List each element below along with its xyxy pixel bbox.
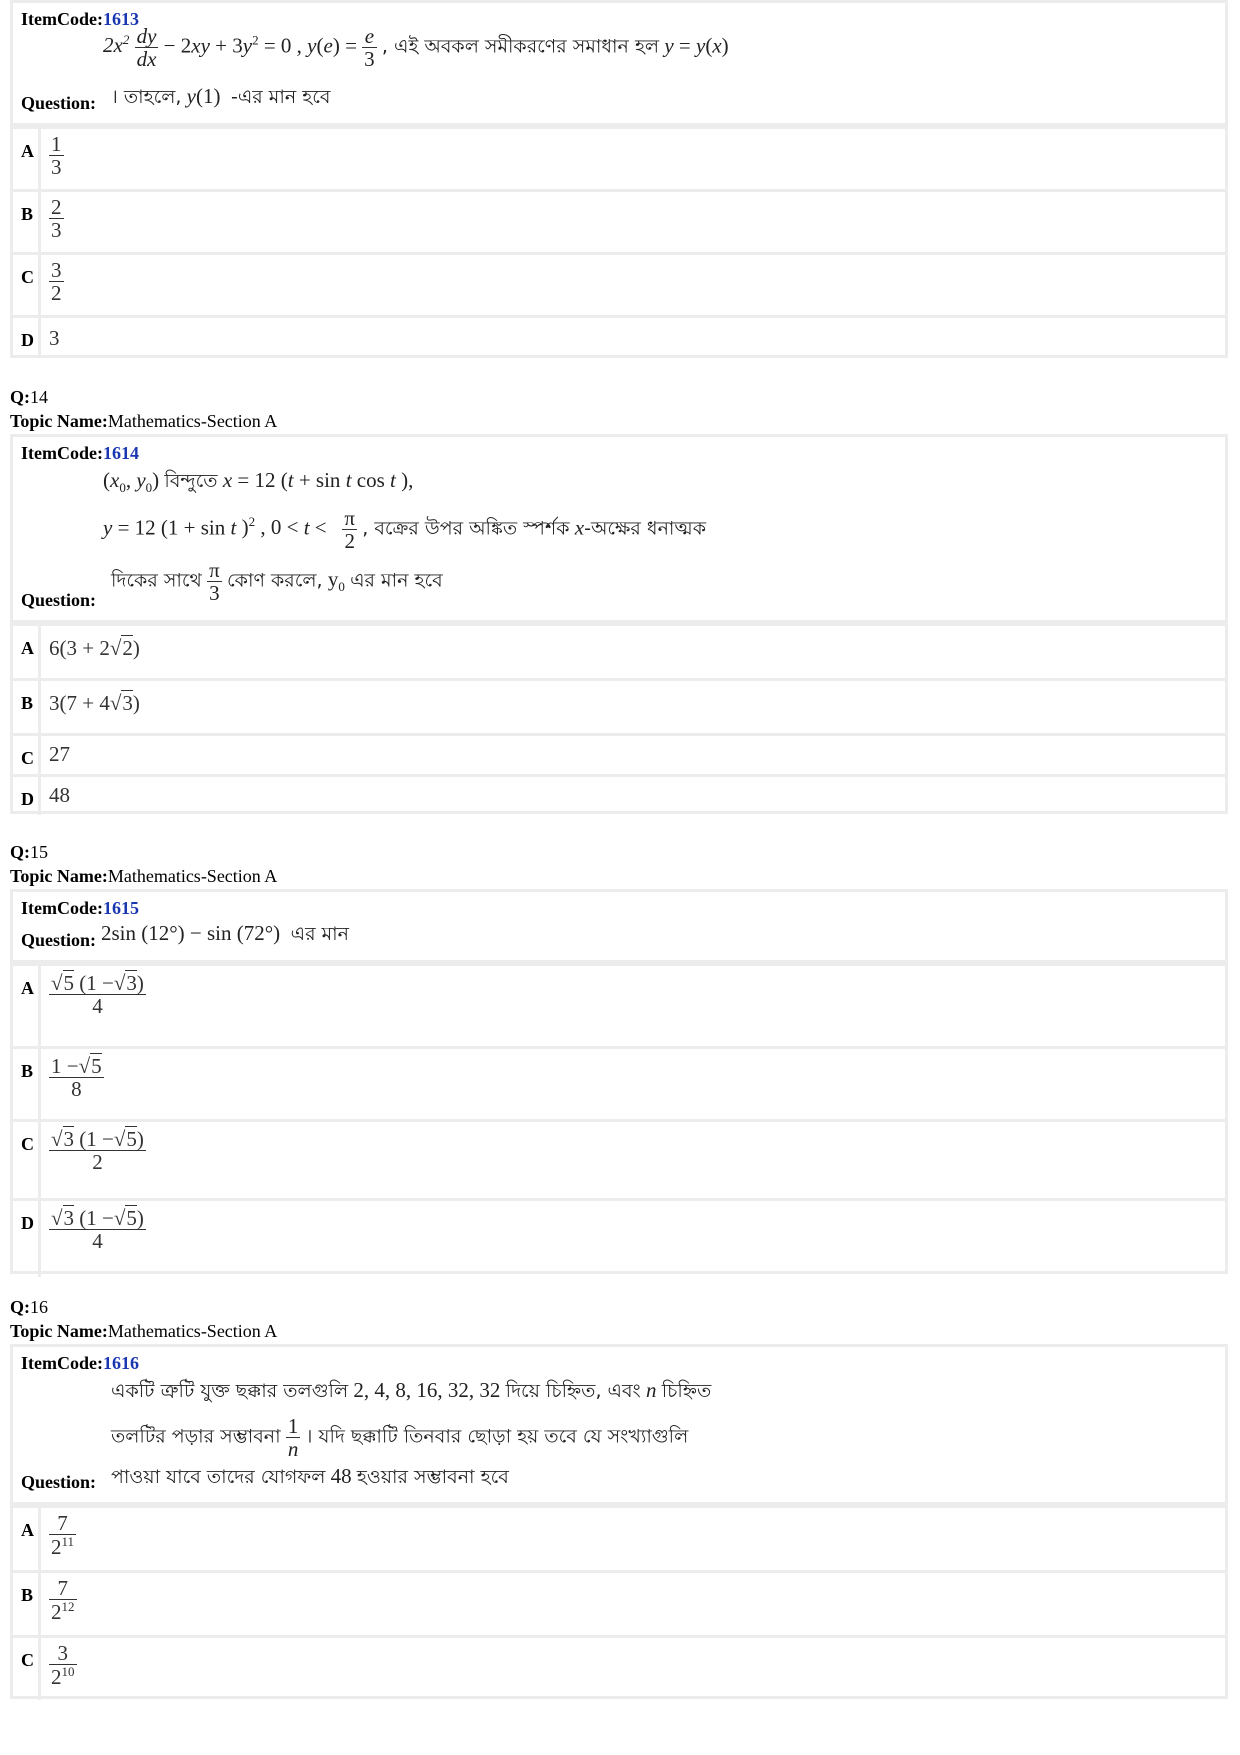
option-a[interactable]: A 6(3 + 2√2) [13, 623, 1225, 678]
item-code: ItemCode:1614 [21, 443, 139, 463]
option-d[interactable]: D $\frac{√3 (1 -√5)}{4}$ [13, 1198, 1225, 1277]
option-c[interactable]: C $\frac{3}{2^{10}}$ [13, 1635, 1225, 1700]
question-label: Question: [21, 1472, 97, 1492]
question-cell [13, 437, 1225, 623]
option-d[interactable]: D 3 [13, 315, 1225, 358]
option-c[interactable]: C 27 [13, 733, 1225, 774]
option-c[interactable]: C $\frac{√3 (1 -√5)}{2}$ [13, 1119, 1225, 1198]
topic-name: Topic Name:Mathematics-Section A [10, 866, 278, 886]
question-line-1: একটি ত্রুটি যুক্ত ছক্কার তলগুলি 2, 4, 8, 16, 32, 32 দিয়ে চিহ্নিত, এবং n চিহ্নিত [111, 1378, 712, 1402]
topic-name: Topic Name:Mathematics-Section A [10, 1321, 278, 1341]
option-d[interactable]: D 48 [13, 774, 1225, 815]
item-code: ItemCode:1615 [21, 898, 139, 918]
question-number: Q:15 [10, 842, 48, 862]
option-b[interactable]: B $\frac{7}{2^{12}}$ [13, 1570, 1225, 1635]
option-a[interactable]: A $\frac{7}{2^{11}}$ [13, 1505, 1225, 1570]
question-block-1613 [10, 0, 1228, 358]
question-cell [13, 892, 1225, 963]
question-number: Q:16 [10, 1297, 48, 1317]
question-line-1: $2x^2$ $\frac{dy}{dx}$ − $2xy + 3y^2 = 0$ , y(e) = $\frac{e}{3}$ , এই অবকল সমীকরণের সমাধান হল y = y(x) [103, 24, 729, 72]
option-a[interactable]: A $\frac{1}{3}$ [13, 126, 1225, 189]
question-line-2: । তাহলে, y(1) -এর মান হবে [111, 84, 331, 108]
question-label: Question: [21, 590, 97, 610]
option-b[interactable]: B $\frac{1 -√5}{8}$ [13, 1046, 1225, 1119]
question-line: 2sin (12°) − sin (72°) এর মান [101, 921, 349, 945]
topic-name: Topic Name:Mathematics-Section A [10, 411, 278, 431]
option-b[interactable]: B 3(7 + 4√3) [13, 678, 1225, 733]
question-label: Question: [21, 93, 97, 113]
question-cell [13, 1347, 1225, 1505]
question-block-1616 [10, 1344, 1228, 1699]
item-code: ItemCode:1616 [21, 1353, 139, 1373]
question-block-1615 [10, 889, 1228, 1274]
option-b[interactable]: B $\frac{2}{3}$ [13, 189, 1225, 252]
question-line-2: তলটির পড়ার সম্ভাবনা $\frac{1}{n}$ । যদি ছক্কাটি তিনবার ছোড়া হয় তবে যে সংখ্যাগুলি [111, 1414, 689, 1462]
option-a[interactable]: A $\frac{√5 (1 -√3)}{4}$ [13, 963, 1225, 1046]
question-cell [13, 3, 1225, 126]
question-line-3: পাওয়া যাবে তাদের যোগফল 48 হওয়ার সম্ভাবনা হবে [111, 1464, 509, 1488]
question-line-2: y = 12 (1 + sin t )$^2$ , 0 < t < $\frac{\pi}{2}$ , বক্রের উপর অঙ্কিত স্পর্শক x-অক্ষের ধনাত্মক [103, 506, 707, 554]
question-block-1614 [10, 434, 1228, 814]
question-number: Q:14 [10, 387, 48, 407]
question-line-1: ($x_0$, $y_0$) বিন্দুতে x = 12 (t + sin t cos t ), [103, 468, 414, 496]
question-label: Question: [21, 930, 97, 950]
item-code: ItemCode:1613 [21, 9, 139, 29]
option-c[interactable]: C $\frac{3}{2}$ [13, 252, 1225, 315]
question-line-3: দিকের সাথে $\frac{\pi}{3}$ কোণ করলে, $y_0$ এর মান হবে [111, 558, 443, 606]
